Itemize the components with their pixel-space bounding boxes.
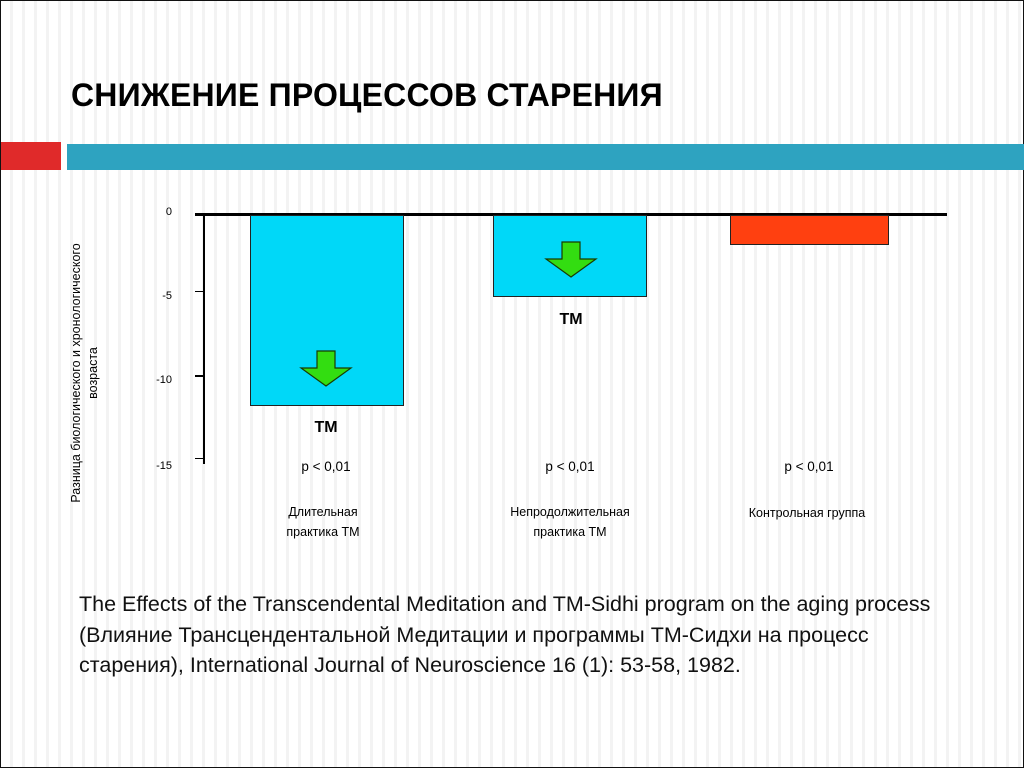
- y-tick-0: 0: [165, 206, 172, 218]
- down-arrow-icon: [544, 241, 598, 279]
- y-tick-mark: [195, 291, 204, 292]
- category-label-line2: практика ТМ: [286, 525, 360, 539]
- slide-title: СНИЖЕНИЕ ПРОЦЕССОВ СТАРЕНИЯ: [71, 77, 663, 113]
- y-tick-minus5: -5: [162, 290, 172, 302]
- p-value-label: p < 0,01: [545, 459, 595, 474]
- y-axis-label: [68, 243, 102, 502]
- category-label-line1: Непродолжительная: [510, 505, 630, 519]
- y-tick-minus10: -10: [156, 374, 172, 386]
- p-value-label: p < 0,01: [784, 459, 834, 474]
- category-label-line2: практика ТМ: [533, 525, 607, 539]
- category-label: [707, 503, 907, 523]
- y-tick-mark: [195, 458, 204, 459]
- y-axis: [203, 214, 205, 464]
- y-tick-minus15: -15: [156, 460, 172, 472]
- tm-label: ТМ: [559, 311, 583, 328]
- citation-text: The Effects of the Transcendental Meditation and TM-Sidhi program on the aging process (Влияние Трансцендентальной Медитации и программы ТМ-Сидхи на процесс старения), International Journal of Neuroscience 16 (1): 53-58, 1982.: [79, 592, 931, 677]
- y-tick-mark: [195, 375, 204, 377]
- bar-control-group: [730, 215, 889, 245]
- y-axis-label-line2: возраста: [86, 347, 100, 399]
- p-value-label: p < 0,01: [301, 459, 351, 474]
- down-arrow-icon: [299, 350, 353, 388]
- category-label: [470, 502, 670, 542]
- category-label-line1: Длительная: [288, 505, 358, 519]
- tm-label: ТМ: [314, 419, 338, 436]
- category-label: [223, 502, 423, 542]
- y-axis-label-line1: Разница биологического и хронологического: [69, 243, 83, 503]
- category-label-line1: Контрольная группа: [748, 506, 866, 520]
